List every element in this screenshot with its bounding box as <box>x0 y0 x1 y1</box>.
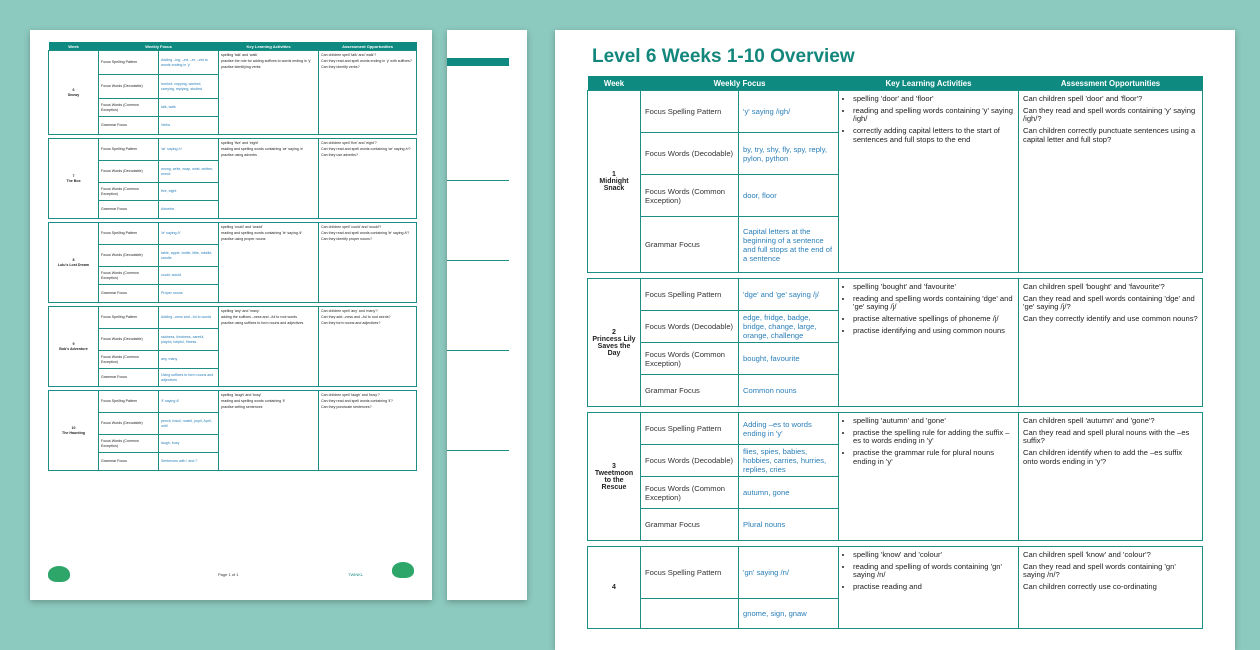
assessment-cell <box>319 391 417 471</box>
focus-value: 'dge' and 'ge' saying /j/ <box>739 279 839 311</box>
activities-list <box>843 417 1014 467</box>
focus-label: Focus Spelling Pattern <box>641 91 739 133</box>
focus-label: Focus Spelling Pattern <box>99 223 159 245</box>
activity-item: • reading and spelling words containing 'y' saying /igh/ <box>853 107 1014 124</box>
focus-label: Focus Words (Decodable) <box>99 245 159 267</box>
week-number: 8 <box>72 258 75 263</box>
activities-list <box>221 309 316 325</box>
back-page-divider <box>447 180 509 181</box>
assessment-item: Can children identify when to add the –es suffix onto words ending in 'y'? <box>1023 448 1183 466</box>
activity-item: • practise identifying and using common nouns <box>853 327 1014 336</box>
focus-label: Grammar Focus <box>641 375 739 407</box>
activities-list <box>221 53 316 69</box>
assessment-item: Can they read and spell words containing 'y' saying /igh/? <box>1023 105 1196 124</box>
week-cell <box>49 391 99 471</box>
focus-label: Focus Spelling Pattern <box>641 279 739 311</box>
focus-value: door, floor <box>739 175 839 217</box>
week-number: 2 <box>612 328 616 336</box>
back-page-header-bar <box>447 58 509 66</box>
assessment-item: Can they correctly identify and use common nouns? <box>1023 314 1198 324</box>
header-weekly-focus: Weekly Focus <box>99 42 219 51</box>
focus-value: pencil, fossil, nostril, pupil, April, until <box>159 413 219 435</box>
header-weekly-focus: Weekly Focus <box>641 76 839 91</box>
table-row <box>588 91 1203 133</box>
focus-value: Using suffixes to form nouns and adjectives <box>159 369 219 387</box>
page-title: Level 6 Weeks 1-10 Overview <box>592 46 855 67</box>
focus-label: Focus Words (Common Exception) <box>641 477 739 509</box>
back-page-divider <box>447 450 509 451</box>
focus-value: autumn, gone <box>739 477 839 509</box>
focus-label: Grammar Focus <box>99 117 159 135</box>
activities-cell <box>839 91 1019 273</box>
table-row <box>49 51 417 75</box>
assessment-item: Can they read and spell plural nouns with the –es suffix? <box>1023 427 1190 446</box>
focus-label: Focus Words (Decodable) <box>641 133 739 175</box>
activity-item: • spelling 'know' and 'colour' <box>853 551 1014 560</box>
overview-table <box>587 76 1203 629</box>
back-page-divider <box>447 260 509 261</box>
focus-label: Focus Words (Decodable) <box>99 329 159 351</box>
focus-value: flies, spies, babies, hobbies, carries, hurries, replies, cries <box>739 445 839 477</box>
activities-list <box>221 225 316 241</box>
assessment-cell <box>319 307 417 387</box>
focus-label: Focus Words (Common Exception) <box>99 183 159 201</box>
week-title: Midnight Snack <box>599 178 629 192</box>
assessment-item: Can they read and spell words containing 'le' saying /l/? <box>321 231 410 236</box>
activity-item: • correctly adding capital letters to the start of sentences and full stops to the end <box>853 127 1014 144</box>
focus-value: Adverbs <box>159 201 219 219</box>
header-assessment-opportunities: Assessment Opportunities <box>1019 76 1203 91</box>
focus-value: Sentences with ! and ? <box>159 453 219 471</box>
assessment-item: Can they use adverbs? <box>321 153 358 158</box>
focus-value: 'wr' saying /r/ <box>159 139 219 161</box>
focus-value: hurried, copying, worried, carrying, replying, studied <box>159 75 219 99</box>
focus-label: Focus Spelling Pattern <box>99 139 159 161</box>
assessment-item: Can children correctly use co-ordinating <box>1023 582 1157 592</box>
activity-item: • spelling 'door' and 'floor' <box>853 95 1014 104</box>
logo-icon <box>48 566 70 582</box>
activity-item: spelling 'laugh' and 'busy' <box>221 393 262 397</box>
activity-item: practise using proper nouns <box>221 237 266 242</box>
week-number: 3 <box>612 462 616 470</box>
activities-list <box>843 551 1014 592</box>
assessment-item: Can children spell 'could' and 'would'? <box>321 225 382 229</box>
focus-value: Verbs <box>159 117 219 135</box>
activity-item: practise using suffixes to form nouns and adjectives <box>221 321 304 326</box>
table-row <box>49 139 417 161</box>
focus-label: Focus Spelling Pattern <box>99 307 159 329</box>
week-title: Snowy <box>67 92 80 97</box>
focus-value: Adding –ness and –ful to words <box>159 307 219 329</box>
focus-value: bought, favourite <box>739 343 839 375</box>
activities-list <box>221 141 316 157</box>
focus-label: Focus Words (Decodable) <box>99 413 159 435</box>
week-cell <box>49 223 99 303</box>
assessment-item: Can children spell 'laugh' and 'busy'? <box>321 393 380 397</box>
activities-cell <box>839 547 1019 629</box>
activities-list <box>221 393 316 409</box>
activities-cell <box>219 391 319 471</box>
assessment-item: Can they read and spell words containing 'dge' and 'ge' saying /j/? <box>1023 293 1195 312</box>
assessment-cell <box>1019 91 1203 273</box>
activities-cell <box>219 223 319 303</box>
assessment-item: Can children spell 'know' and 'colour'? <box>1023 550 1151 559</box>
overview-page-weeks-6-10 <box>30 30 432 600</box>
focus-label: Focus Spelling Pattern <box>641 547 739 599</box>
table-row <box>49 307 417 329</box>
footer-brand: TWINKL <box>348 572 364 577</box>
week-number: 9 <box>72 342 75 347</box>
activity-item: spelling 'could' and 'would' <box>221 225 263 229</box>
focus-label: Grammar Focus <box>99 453 159 471</box>
activity-item: • reading and spelling of words containing 'gn' saying /n/ <box>853 563 1014 580</box>
focus-label: Focus Words (Decodable) <box>641 311 739 343</box>
focus-label: Focus Words (Common Exception) <box>99 351 159 369</box>
assessment-cell <box>319 139 417 219</box>
table-row <box>49 391 417 413</box>
week-cell <box>49 307 99 387</box>
activity-item: practise identifying verbs <box>221 65 261 70</box>
focus-label: Grammar Focus <box>99 201 159 219</box>
back-page-divider <box>447 350 509 351</box>
focus-label: Focus Words (Common Exception) <box>641 343 739 375</box>
activities-cell <box>839 413 1019 541</box>
focus-value: edge, fridge, badge, bridge, change, large, orange, challenge <box>739 311 839 343</box>
focus-label <box>641 599 739 629</box>
activities-cell <box>839 279 1019 407</box>
focus-value: talk, walk <box>159 99 219 117</box>
focus-label: Focus Spelling Pattern <box>641 413 739 445</box>
focus-label: Focus Spelling Pattern <box>99 391 159 413</box>
focus-value: Adding –es to words ending in 'y' <box>739 413 839 445</box>
focus-value: laugh, busy <box>159 435 219 453</box>
assessment-cell <box>319 223 417 303</box>
focus-value: Common nouns <box>739 375 839 407</box>
assessment-cell <box>1019 279 1203 407</box>
activities-cell <box>219 307 319 387</box>
week-title: The Haunting <box>62 430 85 435</box>
week-number: 10 <box>71 426 76 431</box>
assessment-item: Can they identify verbs? <box>321 65 360 70</box>
week-number: 7 <box>72 174 75 179</box>
assessment-item: Can children spell 'talk' and 'walk'? <box>321 53 377 57</box>
week-cell <box>588 547 641 629</box>
focus-value: 'il' saying /l/ <box>159 391 219 413</box>
activity-item: • practise the spelling rule for adding the suffix –es to words ending in 'y' <box>853 429 1014 446</box>
activity-item: • practise the grammar rule for plural nouns ending in 'y' <box>853 449 1014 466</box>
assessment-item: Can children spell 'any' and 'many'? <box>321 309 378 313</box>
assessment-item: Can they read and spell words containing 'wr' saying /r/? <box>321 147 411 152</box>
assessment-cell <box>1019 547 1203 629</box>
assessment-item: Can they punctuate sentences? <box>321 405 372 410</box>
focus-value: gnome, sign, gnaw <box>739 599 839 629</box>
focus-value: Capital letters at the beginning of a sentence and full stops at the end of a sentence <box>739 217 839 273</box>
table-row <box>588 547 1203 599</box>
activity-item: spelling 'any' and 'many' <box>221 309 260 313</box>
assessment-item: Can they read and spell words containing 'gn' saying /n/? <box>1023 561 1176 580</box>
assessment-item: Can they read and spell words containing 'il'? <box>321 399 393 404</box>
activity-item: • spelling 'bought' and 'favourite' <box>853 283 1014 292</box>
header-week: Week <box>49 42 99 51</box>
week-number: 6 <box>72 88 75 93</box>
assessment-cell <box>319 51 417 135</box>
focus-value: could, would <box>159 267 219 285</box>
week-title: Bob's Adventure <box>59 346 88 351</box>
assessment-item: Can they form nouns and adjectives? <box>321 321 381 326</box>
activity-item: practise writing sentences <box>221 405 263 410</box>
activity-item: practise the rule for adding suffixes to words ending in 'y' <box>221 59 312 64</box>
focus-value: wrong, write, wrap, wrist, written, wreck <box>159 161 219 183</box>
focus-label: Focus Words (Decodable) <box>641 445 739 477</box>
activity-item: • spelling 'autumn' and 'gone' <box>853 417 1014 426</box>
table-row <box>588 413 1203 445</box>
activity-item: reading and spelling words containing 'le' saying /l/ <box>221 231 302 236</box>
week-cell <box>49 139 99 219</box>
header-key-learning-activities: Key Learning Activities <box>839 76 1019 91</box>
assessment-item: Can they add –ness and –ful to root words? <box>321 315 391 320</box>
activities-cell <box>219 139 319 219</box>
assessment-item: Can children spell 'bought' and 'favourite'? <box>1023 282 1165 291</box>
focus-value: Adding –ing, –ed, –er, –est to words ending in 'y' <box>159 51 219 75</box>
table-row <box>49 223 417 245</box>
focus-value: table, apple, bottle, little, middle, candle <box>159 245 219 267</box>
focus-label: Grammar Focus <box>99 285 159 303</box>
activity-item: adding the suffixes –ness and –ful to root words <box>221 315 298 320</box>
week-cell <box>588 279 641 407</box>
week-cell <box>588 413 641 541</box>
activity-item: reading and spelling words containing 'wr' saying /r/ <box>221 147 303 152</box>
activities-list <box>843 95 1014 145</box>
focus-value: five, eight <box>159 183 219 201</box>
assessment-item: Can they read and spell words ending in 'y' with suffixes? <box>321 59 412 64</box>
activities-cell <box>219 51 319 135</box>
focus-value: any, many <box>159 351 219 369</box>
week-title: The Box <box>66 178 81 183</box>
assessment-cell <box>1019 413 1203 541</box>
assessment-item: Can children spell 'autumn' and 'gone'? <box>1023 416 1155 425</box>
week-number: 4 <box>612 584 616 591</box>
activity-item: • practise alternative spellings of phoneme /j/ <box>853 315 1014 324</box>
week-cell <box>49 51 99 135</box>
focus-value: Proper nouns <box>159 285 219 303</box>
activities-list <box>843 283 1014 336</box>
activity-item: reading and spelling words containing 'il' <box>221 399 286 404</box>
activity-item: • reading and spelling words containing 'dge' and 'ge' saying /j/ <box>853 295 1014 312</box>
page-number: Page 1 of 1 <box>218 572 239 577</box>
activity-item: spelling 'talk' and 'walk' <box>221 53 258 57</box>
activity-item: spelling 'five' and 'eight' <box>221 141 259 145</box>
header-key-learning-activities: Key Learning Activities <box>219 42 319 51</box>
header-assessment-opportunities: Assessment Opportunities <box>319 42 417 51</box>
assessment-item: Can children spell 'five' and 'eight'? <box>321 141 377 145</box>
focus-value: 'le' saying /l/ <box>159 223 219 245</box>
focus-label: Focus Words (Decodable) <box>99 75 159 99</box>
focus-label: Grammar Focus <box>641 509 739 541</box>
focus-label: Grammar Focus <box>99 369 159 387</box>
header-week: Week <box>588 76 641 91</box>
assessment-item: Can children correctly punctuate sentences using a capital letter and full stop? <box>1023 126 1196 144</box>
focus-label: Focus Words (Common Exception) <box>99 99 159 117</box>
focus-value: by, try, shy, fly, spy, reply, pylon, python <box>739 133 839 175</box>
focus-value: sadness, kindness, careful, playful, helpful, fitness <box>159 329 219 351</box>
focus-label: Focus Spelling Pattern <box>99 51 159 75</box>
activity-item: practise using adverbs <box>221 153 257 158</box>
assessment-item: Can they identify proper nouns? <box>321 237 372 242</box>
week-title: Tweetmoon to the Rescue <box>594 469 634 491</box>
focus-value: 'y' saying /igh/ <box>739 91 839 133</box>
table-row <box>588 279 1203 311</box>
focus-value: Plural nouns <box>739 509 839 541</box>
week-title: Lulu's Lost Dream <box>57 262 90 267</box>
week-title: Princess Lily Saves the Day <box>592 335 636 357</box>
week-cell <box>588 91 641 273</box>
overview-page-weeks-1-10 <box>555 30 1235 650</box>
focus-label: Focus Words (Common Exception) <box>99 267 159 285</box>
focus-label: Focus Words (Common Exception) <box>99 435 159 453</box>
activity-item: • practise reading and <box>853 583 1014 592</box>
focus-label: Focus Words (Decodable) <box>99 161 159 183</box>
focus-value: 'gn' saying /n/ <box>739 547 839 599</box>
focus-label: Focus Words (Common Exception) <box>641 175 739 217</box>
logo-icon <box>392 562 414 578</box>
assessment-item: Can children spell 'door' and 'floor'? <box>1023 94 1143 103</box>
small-overview-table <box>48 42 417 471</box>
back-page <box>447 30 527 600</box>
focus-label: Grammar Focus <box>641 217 739 273</box>
week-number: 1 <box>612 171 616 178</box>
